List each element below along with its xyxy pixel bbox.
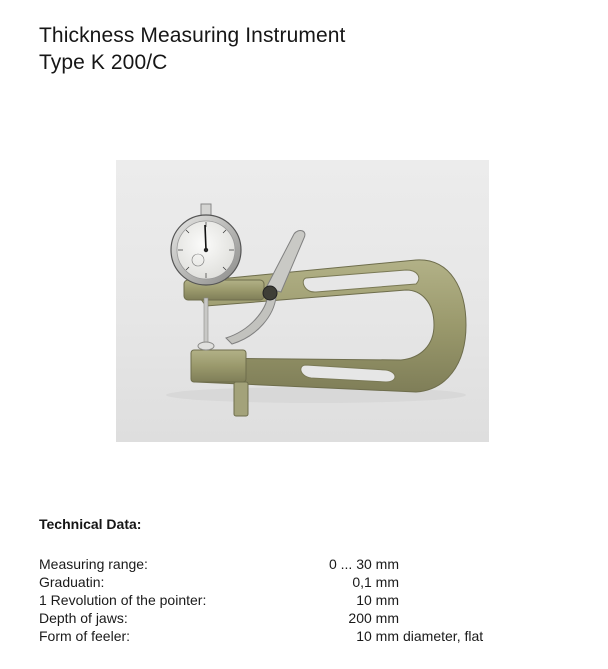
spec-value: 10 mm — [356, 628, 399, 644]
title-line-1: Thickness Measuring Instrument — [39, 24, 346, 47]
spec-value: 0 ... 30 mm — [328, 556, 399, 572]
spec-value: 0,1 mm — [352, 574, 399, 590]
technical-data-table — [39, 555, 519, 645]
spec-label: Measuring range: — [39, 556, 148, 572]
spec-row-graduation — [39, 573, 519, 591]
spec-row-measuring-range — [39, 555, 519, 573]
spec-row-revolution — [39, 591, 519, 609]
spec-label: Depth of jaws: — [39, 610, 128, 626]
spec-extra — [399, 591, 403, 609]
spec-value: 200 mm — [348, 610, 399, 626]
document-title — [39, 22, 345, 76]
title-line-2: Type K 200/C — [39, 51, 168, 74]
spec-label: Graduatin: — [39, 574, 105, 590]
technical-data-heading: Technical Data: — [39, 516, 142, 532]
product-photo — [116, 160, 489, 442]
spec-extra: diameter, flat — [403, 628, 484, 644]
spec-label: 1 Revolution of the pointer: — [39, 592, 207, 608]
spec-extra — [399, 609, 403, 627]
spec-extra — [399, 555, 403, 573]
spec-label: Form of feeler: — [39, 628, 131, 644]
dial-pointer — [205, 225, 206, 250]
spec-extra — [399, 573, 403, 591]
spec-value: 10 mm — [356, 592, 399, 608]
spec-row-form-of-feeler — [39, 627, 519, 645]
spec-row-depth-of-jaws — [39, 609, 519, 627]
thickness-gauge-illustration — [116, 160, 489, 442]
